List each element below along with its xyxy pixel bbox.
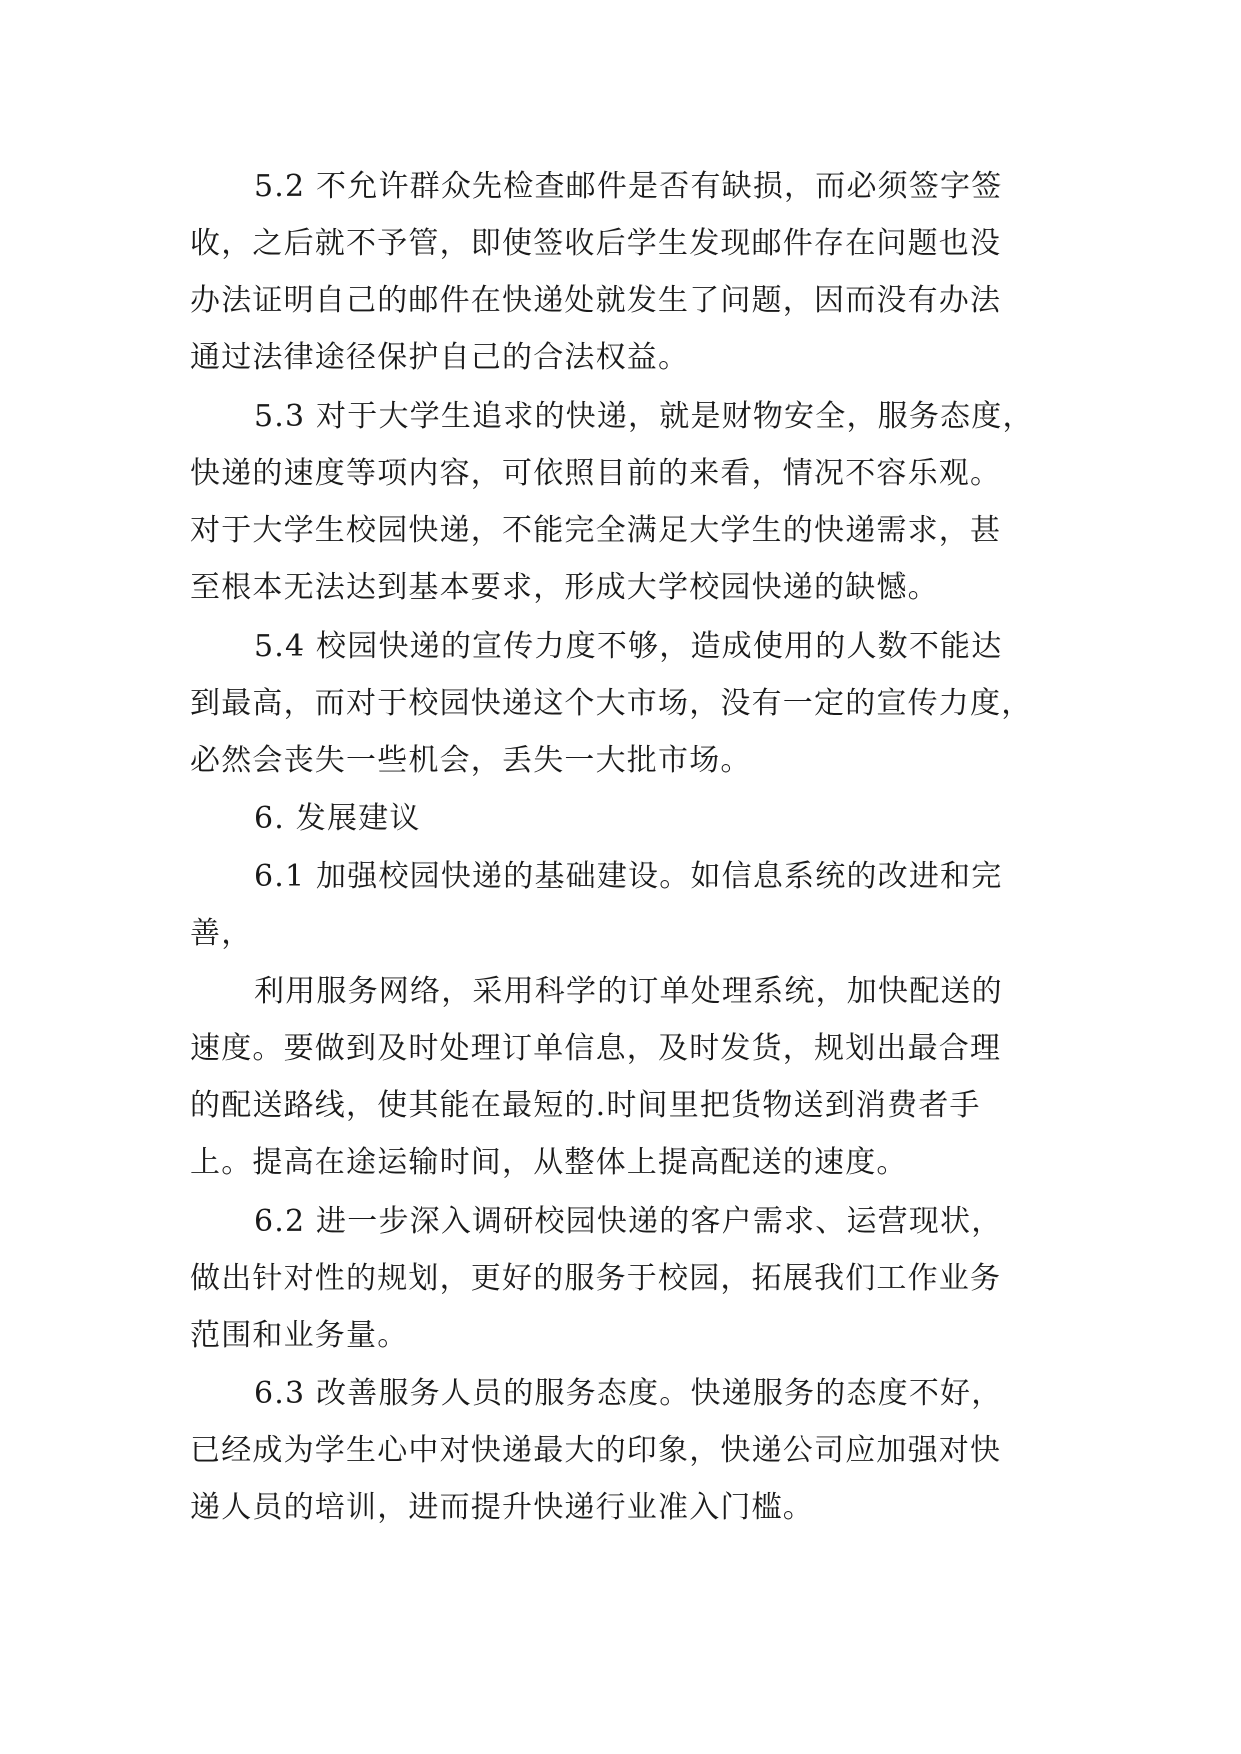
text-line-5: 5.3 对于大学生追求的快递，就是财物安全，服务态度， xyxy=(254,399,1034,434)
text-line-8: 至根本无法达到基本要求，形成大学校园快递的缺憾。 xyxy=(190,570,939,605)
text-line-14: 善， xyxy=(190,916,253,951)
text-line-3: 办法证明自己的邮件在快递处就发生了问题，因而没有办法 xyxy=(190,283,1002,318)
text-line-21: 范围和业务量。 xyxy=(190,1318,409,1353)
text-line-24: 递人员的培训，进而提升快递行业准入门槛。 xyxy=(190,1490,814,1525)
text-line-11: 必然会丧失一些机会，丢失一大批市场。 xyxy=(190,743,752,778)
text-line-1: 5.2 不允许群众先检查邮件是否有缺损，而必须签字签 xyxy=(254,169,1003,204)
text-line-23: 已经成为学生心中对快递最大的印象，快递公司应加强对快 xyxy=(190,1433,1002,1468)
text-line-16: 速度。要做到及时处理订单信息，及时发货，规划出最合理 xyxy=(190,1031,1002,1066)
text-line-4: 通过法律途径保护自己的合法权益。 xyxy=(190,340,690,375)
section-heading: 6. 发展建议 xyxy=(254,801,421,836)
text-line-10: 到最高，而对于校园快递这个大市场，没有一定的宣传力度， xyxy=(190,686,1033,721)
text-line-9: 5.4 校园快递的宣传力度不够，造成使用的人数不能达 xyxy=(254,629,1003,664)
text-line-22: 6.3 改善服务人员的服务态度。快递服务的态度不好， xyxy=(254,1376,1003,1411)
text-line-6: 快递的速度等项内容，可依照目前的来看，情况不容乐观。 xyxy=(190,456,1002,491)
text-line-2: 收，之后就不予管，即使签收后学生发现邮件存在问题也没 xyxy=(190,226,1002,261)
text-line-20: 做出针对性的规划，更好的服务于校园，拓展我们工作业务 xyxy=(190,1261,1002,1296)
text-line-7: 对于大学生校园快递，不能完全满足大学生的快递需求，甚 xyxy=(190,513,1002,548)
text-line-13: 6.1 加强校园快递的基础建设。如信息系统的改进和完 xyxy=(254,859,1003,894)
text-line-18: 上。提高在途运输时间，从整体上提高配送的速度。 xyxy=(190,1145,908,1180)
text-line-17: 的配送路线，使其能在最短的.时间里把货物送到消费者手 xyxy=(190,1088,981,1123)
text-line-15: 利用服务网络，采用科学的订单处理系统，加快配送的 xyxy=(254,974,1003,1009)
text-line-19: 6.2 进一步深入调研校园快递的客户需求、运营现状， xyxy=(254,1204,1003,1239)
